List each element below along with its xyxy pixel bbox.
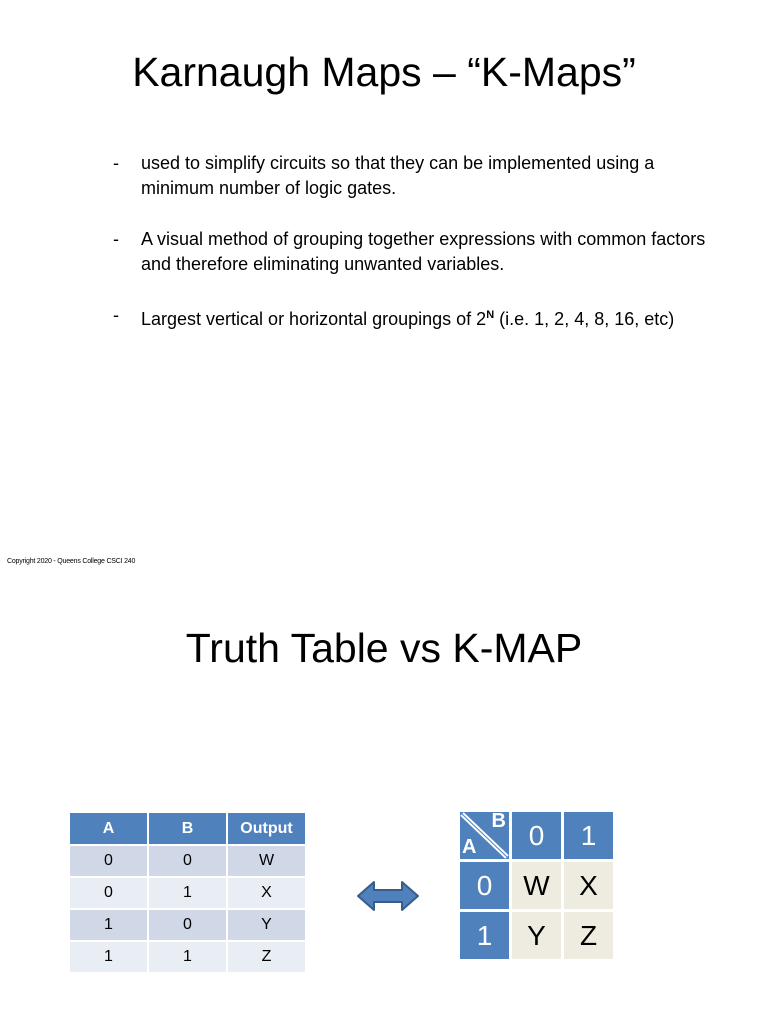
kmap-column-header: 1 [564, 812, 613, 859]
bullet-item [113, 227, 713, 277]
column-header: A [70, 813, 149, 846]
table-cell: X [228, 878, 307, 910]
bullet-text-before: Largest vertical or horizontal groupings of 2 [141, 309, 487, 329]
table-cell: Y [228, 910, 307, 942]
kmap-cell: X [564, 862, 613, 909]
bullet-marker: - [113, 153, 119, 173]
column-header: B [149, 813, 228, 846]
kmap-row-header: 0 [460, 862, 509, 909]
kmap-cell: Y [512, 912, 561, 959]
table-cell: 1 [149, 942, 228, 974]
slide-truth-table-vs-kmap [0, 580, 768, 1024]
table-cell: 0 [70, 846, 149, 878]
exponent: N [486, 309, 495, 321]
bullet-text-after: (i.e. 1, 2, 4, 8, 16, etc) [494, 309, 675, 329]
bullet-marker: - [113, 229, 119, 249]
kmap-column-variable: B [491, 810, 506, 832]
kmap-column-header: 0 [512, 812, 561, 859]
kmap-row-header: 1 [460, 912, 509, 959]
bullet-text: used to simplify circuits so that they can be implemented using a minimum number of logic gates. [141, 153, 655, 198]
bullet-item [113, 303, 713, 332]
column-header: Output [228, 813, 307, 846]
slide-title: Karnaugh Maps – “K-Maps” [132, 49, 636, 95]
slide-title: Truth Table vs K-MAP [185, 625, 583, 671]
truth-table [70, 813, 307, 974]
table-row [70, 910, 307, 942]
table-cell: 1 [149, 878, 228, 910]
double-headed-arrow-icon [356, 879, 420, 913]
table-row [70, 878, 307, 910]
bullet-marker: - [113, 305, 119, 325]
table-row [70, 846, 307, 878]
table-header-row [70, 813, 307, 846]
karnaugh-map [460, 812, 614, 959]
table-cell: 0 [149, 846, 228, 878]
table-cell: 1 [70, 942, 149, 974]
kmap-cell: W [512, 862, 561, 909]
table-cell: 0 [149, 910, 228, 942]
table-cell: 1 [70, 910, 149, 942]
bullet-text: A visual method of grouping together expressions with common factors and therefore eliminating unwanted variables. [141, 229, 706, 274]
table-cell: 0 [70, 878, 149, 910]
table-row [70, 942, 307, 974]
copyright-footer: Copyright 2020 - Queens College CSCI 240 [7, 558, 136, 565]
kmap-cell: Z [564, 912, 613, 959]
kmap-row-variable: A [462, 836, 477, 858]
table-cell: Z [228, 942, 307, 974]
bullet-item [113, 151, 713, 201]
bullet-list [113, 151, 713, 358]
bullet-text [141, 309, 674, 329]
table-cell: W [228, 846, 307, 878]
kmap-corner-cell [460, 812, 509, 859]
